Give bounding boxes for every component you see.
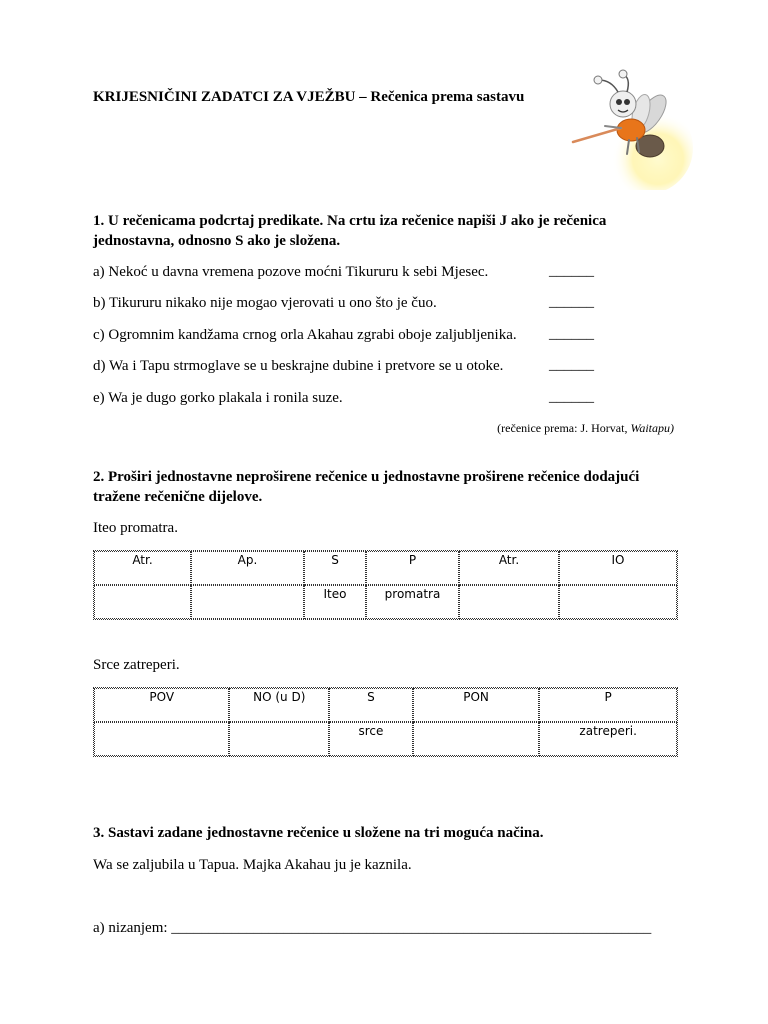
answer-cell[interactable] [413,722,540,756]
task1-instruction-line2: jednostavna, odnosno S ako je složena. [93,233,341,249]
body-shape [617,119,645,141]
example-sentence-1: Iteo promatra. [93,520,178,536]
table-header-row [94,551,677,585]
task2-instruction-line2: tražene rečenične dijelove. [93,489,263,505]
header-cell: Ap. [191,551,304,585]
citation-prefix: (rečenice prema: J. Horvat, [497,421,631,435]
header-cell: S [329,688,413,722]
sentence-parts-table-1 [93,550,678,620]
example-sentence-2: Srce zatreperi. [93,657,180,673]
task1-instruction-line1: 1. U rečenicama podcrtaj predikate. Na crtu iza rečenice napiši J ako je rečenica [93,213,607,229]
sentence-a: a) Nekoć u davna vremena pozove moćni Tikururu k sebi Mjesec. [93,264,489,280]
task3-instruction: 3. Sastavi zadane jednostavne rečenice u složene na tri moguća načina. [93,825,544,841]
citation-title: Waitapu) [630,421,674,435]
answer-line-nizanjem[interactable]: a) nizanjem: ________________________________________________________________ [93,920,652,936]
sentence-d: d) Wa i Tapu strmoglave se u beskrajne dubine i pretvore se u otoke. [93,358,504,374]
answer-cell[interactable] [229,722,329,756]
firefly-illustration [565,68,693,190]
answer-cell: srce [329,722,413,756]
answer-cell[interactable] [559,585,677,619]
answer-cell[interactable] [94,722,229,756]
header-cell: POV [94,688,229,722]
header-cell: P [366,551,459,585]
table-header-row [94,688,677,722]
sentence-parts-table-2 [93,687,678,757]
header-cell: IO [559,551,677,585]
answer-cell: zatreperi. [539,722,677,756]
answer-blank-c[interactable]: ______ [549,326,594,342]
answer-cell[interactable] [191,585,304,619]
table-row [94,585,677,619]
header-cell: S [304,551,366,585]
task3-sentence: Wa se zaljubila u Tapua. Majka Akahau ju je kaznila. [93,857,412,873]
answer-cell[interactable] [94,585,191,619]
answer-cell: promatra [366,585,459,619]
sentence-e: e) Wa je dugo gorko plakala i ronila suze. [93,390,343,406]
answer-cell: Iteo [304,585,366,619]
sentence-b: b) Tikururu nikako nije mogao vjerovati u ono što je čuo. [93,295,437,311]
answer-blank-a[interactable]: ______ [549,263,594,279]
answer-blank-b[interactable]: ______ [549,294,594,310]
sentence-c: c) Ogromnim kandžama crnog orla Akahau zgrabi oboje zaljubljenika. [93,327,517,343]
header-cell: NO (u D) [229,688,329,722]
table-row [94,722,677,756]
answer-cell[interactable] [459,585,559,619]
head-shape [610,91,636,117]
header-cell: Atr. [459,551,559,585]
header-cell: P [539,688,677,722]
answer-blank-d[interactable]: ______ [549,357,594,373]
page-title: KRIJESNIČINI ZADATCI ZA VJEŽBU – Rečenica prema sastavu [93,89,525,105]
answer-blank-e[interactable]: ______ [549,389,594,405]
header-cell: PON [413,688,540,722]
source-citation [497,421,674,436]
task2-instruction-line1: 2. Proširi jednostavne neproširene rečenice u jednostavne proširene rečenice dodajući [93,469,640,485]
header-cell: Atr. [94,551,191,585]
